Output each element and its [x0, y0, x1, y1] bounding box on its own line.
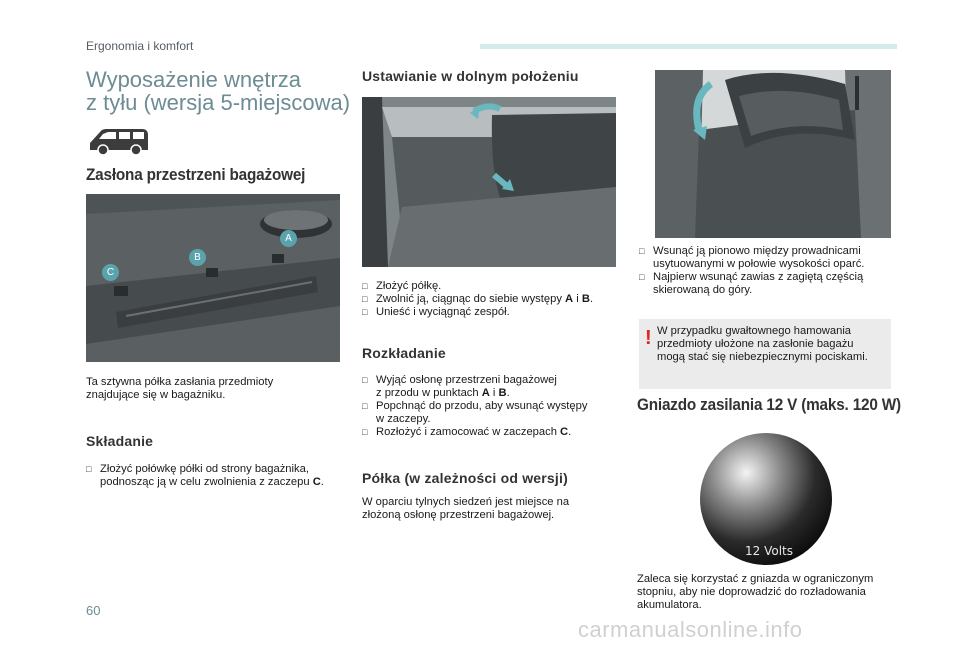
shelf-insert-photo	[655, 70, 891, 238]
checkbox-bullet-icon: □	[362, 401, 368, 411]
unfold-step-2: □ Popchnąć do przodu, aby wsunąć występy w zaczepy.	[362, 400, 588, 425]
checkbox-bullet-icon: □	[362, 294, 368, 304]
socket-label: 12 Volts	[745, 544, 793, 558]
low-step-3: □ Unieść i wyciągnąć zespół.	[362, 306, 510, 318]
unfold-step-1: □ Wyjąć osłonę przestrzeni bagażowej z przodu w punktach A i B.	[362, 374, 557, 399]
watermark: carmanualsonline.info	[578, 617, 803, 642]
checkbox-bullet-icon: □	[86, 464, 92, 474]
luggage-cover-heading: Zasłona przestrzeni bagażowej	[86, 165, 306, 184]
low-position-steps	[362, 280, 627, 319]
warning-icon: !	[645, 327, 652, 349]
low-step-1: □ Złożyć półkę.	[362, 280, 442, 292]
folding-step	[86, 463, 351, 489]
folding-line-2-dot: .	[320, 476, 324, 488]
luggage-cover-intro	[86, 376, 346, 402]
low-position-photo	[362, 97, 616, 267]
low-step-2: □ Zwolnić ją, ciągnąc do siebie występy A i B.	[362, 293, 594, 305]
socket-heading: Gniazdo zasilania 12 V (maks. 120 W)	[637, 395, 901, 414]
intro-line-2: znajdujące się w bagażniku.	[86, 389, 226, 401]
section-header: Ergonomia i komfort	[86, 39, 194, 53]
page-number: 60	[86, 603, 101, 618]
label-c: C	[102, 264, 119, 281]
label-b: B	[189, 249, 206, 266]
checkbox-bullet-icon: □	[639, 246, 645, 256]
warning-text: W przypadku gwałtownego hamowania przedmioty ułożone na zasłonie bagażu mogą stać się niebezpiecznymi pociskami.	[657, 325, 868, 363]
page-title	[86, 68, 350, 114]
luggage-cover-photo	[86, 194, 340, 362]
checkbox-bullet-icon: □	[639, 272, 645, 282]
shelf-line-1: W oparciu tylnych siedzeń jest miejsce na	[362, 496, 570, 508]
folding-heading: Składanie	[86, 433, 154, 449]
low-position-heading: Ustawianie w dolnym położeniu	[362, 68, 579, 84]
insert-step-1: □ Wsunąć ją pionowo między prowadnicami usytuowanymi w połowie wysokości oparć.	[639, 245, 865, 270]
page-title-line-1: Wyposażenie wnętrza	[86, 67, 302, 92]
label-a: A	[280, 230, 297, 247]
intro-line-1: Ta sztywna półka zasłania przedmioty	[86, 376, 274, 388]
insert-step-2: □ Najpierw wsunąć zawias z zagiętą częścią skierowaną do góry.	[639, 271, 864, 296]
shelf-heading: Półka (w zależności od wersji)	[362, 470, 568, 486]
checkbox-bullet-icon: □	[362, 375, 368, 385]
car-silhouette-icon	[86, 126, 152, 156]
unfold-step-3: □ Rozłożyć i zamocować w zaczepach C.	[362, 426, 572, 438]
header-bar	[480, 44, 897, 49]
unfolding-steps	[362, 374, 627, 439]
unfolding-heading: Rozkładanie	[362, 345, 446, 361]
page-title-line-2: z tyłu (wersja 5-miejscowa)	[86, 90, 351, 115]
shelf-text	[362, 496, 627, 522]
checkbox-bullet-icon: □	[362, 427, 368, 437]
insert-steps	[639, 245, 899, 297]
socket-text: Zaleca się korzystać z gniazda w ograniczonym stopniu, aby nie doprowadzić do rozładowania akumulatora.	[637, 573, 874, 611]
checkbox-bullet-icon: □	[362, 281, 368, 291]
folding-line-1: Złożyć połówkę półki od strony bagażnika,	[100, 463, 309, 475]
folding-hook-c: C	[312, 476, 321, 488]
folding-line-2a: podnosząc ją w celu zwolnienia z zaczepu	[100, 476, 313, 488]
shelf-line-2: złożoną osłonę przestrzeni bagażowej.	[362, 509, 555, 521]
checkbox-bullet-icon: □	[362, 307, 368, 317]
